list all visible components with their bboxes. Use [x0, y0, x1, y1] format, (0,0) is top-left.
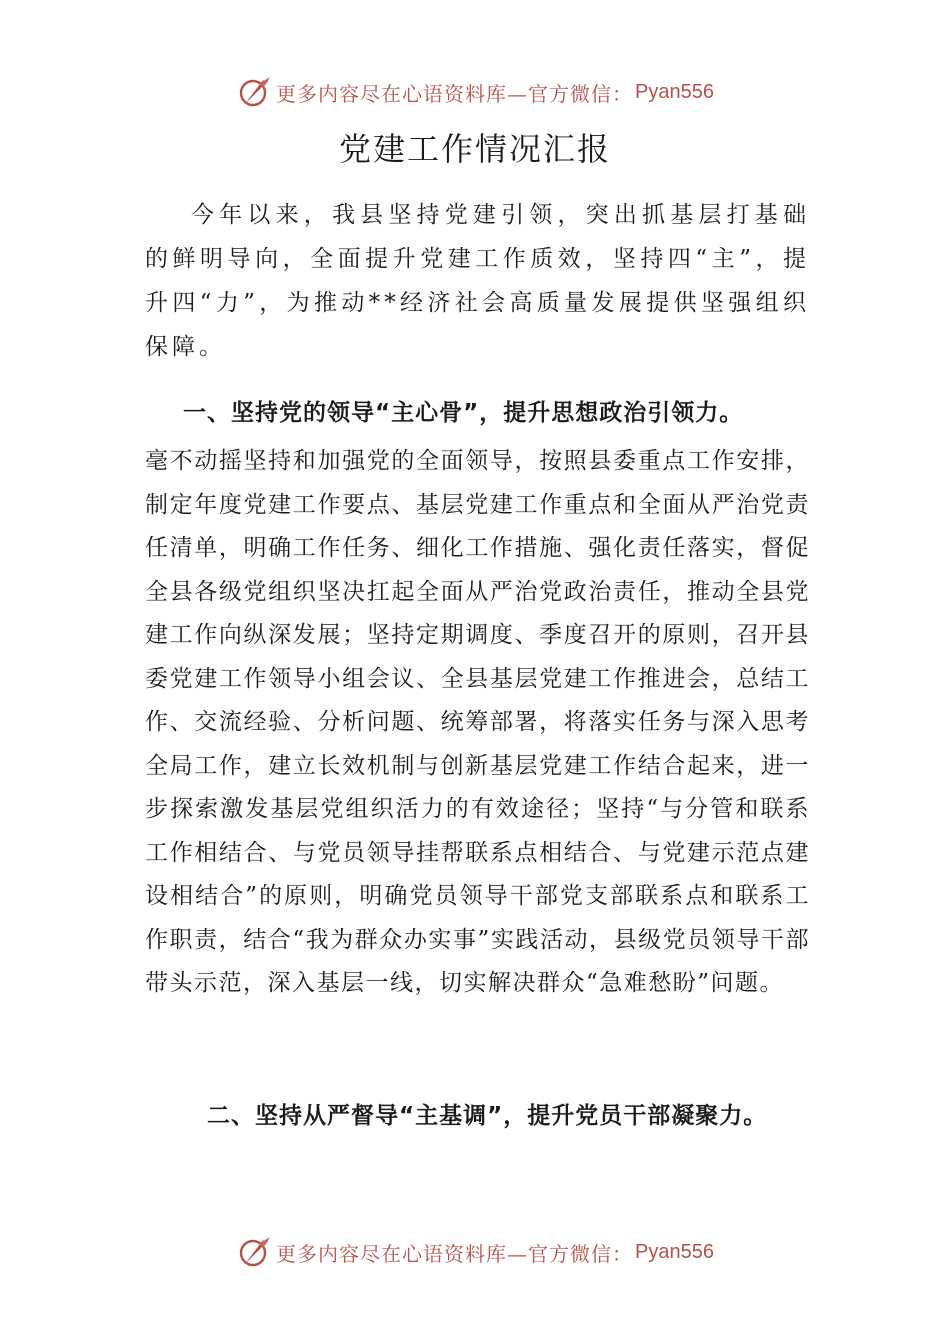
watermark-text: 更多内容尽在心语资料库—官方微信： — [276, 1241, 634, 1266]
watermark-header — [0, 72, 950, 112]
page-title: 党建工作情况汇报 — [338, 130, 611, 168]
section-1-body: 毫不动摇坚持和加强党的全面领导，按照县委重点工作安排，制定年度党建工作要点、基层党建工作重点和全面从严治党责任清单，明确工作任务、细化工作措施、强化责任落实，督促全县各级党组织坚决扛起全面从严治党政治责任，推动全县党建工作向纵深发展；坚持定期调度、季度召开的原则，召开县委党建工作领导小组会议、全县基层党建工作推进会，总结工作、交流经验、分析问题、统筹部署，将落实任务与深入思考全局工作，建立长效机制与创新基层党建工作结合起来，进一步探索激发基层党组织活力的有效途径；坚持“与分管和联系工作相结合、与党员领导挂帮联系点相结合、与党建示范点建设相结合”的原则，明确党员领导干部党支部联系点和联系工作职责，结合“我为群众办实事”实践活动，县级党员领导干部带头示范，深入基层一线，切实解决群众“急难愁盼”问题。 — [145, 448, 810, 996]
watermark-text: 更多内容尽在心语资料库—官方微信： — [276, 81, 634, 106]
watermark-footer — [0, 1232, 950, 1272]
section-2-heading: 二、坚持从严督导“主基调”，提升党员干部凝聚力。 — [207, 1103, 768, 1129]
watermark-wechat-id: Pyan556 — [635, 1240, 714, 1263]
quill-circle-logo-icon — [236, 74, 272, 110]
intro-paragraph: 今年以来，我县坚持党建引领，突出抓基层打基础的鲜明导向，全面提升党建工作质效，坚持四“主”，提升四“力”，为推动**经济社会高质量发展提供坚强组织保障。 — [145, 202, 810, 360]
quill-circle-logo-icon — [236, 1234, 272, 1270]
section-1-heading: 一、坚持党的领导“主心骨”，提升思想政治引领力。 — [183, 400, 744, 426]
watermark-wechat-id: Pyan556 — [635, 80, 714, 103]
